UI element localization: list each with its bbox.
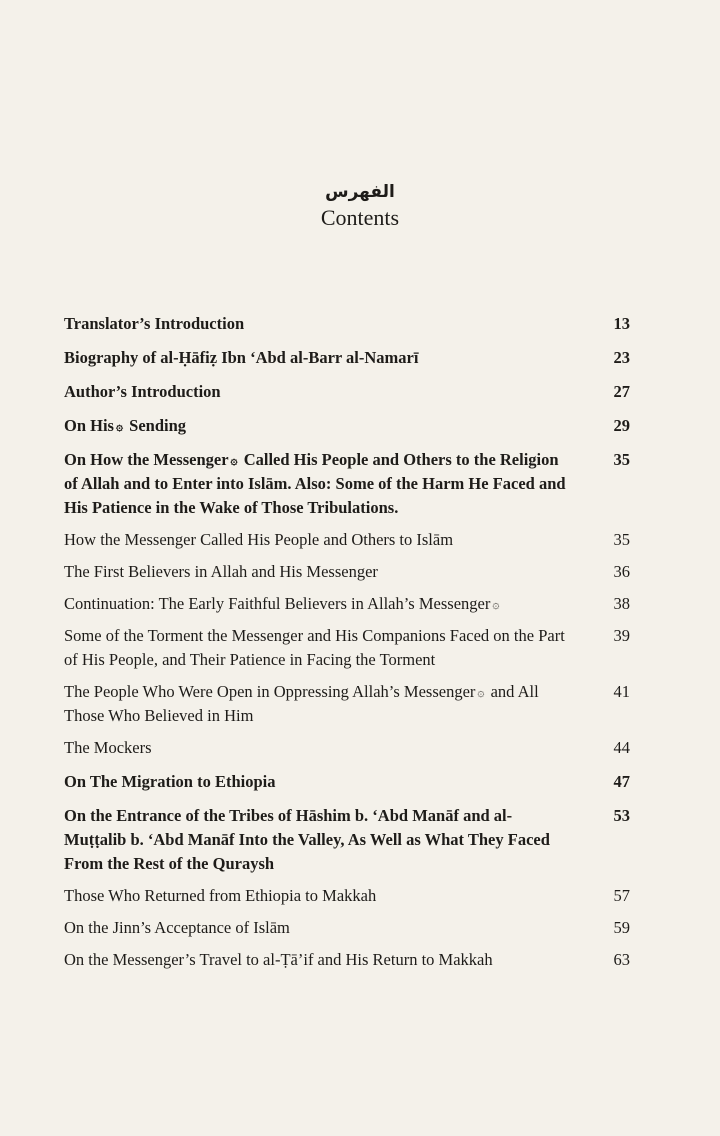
- toc-entry-title: [64, 346, 574, 370]
- toc-entry-text: On the Messenger’s Travel to al-Ṭā’if and His Return to Makkah: [64, 950, 493, 969]
- toc-entry: [64, 448, 630, 520]
- toc-entry-text: How the Messenger Called His People and Others to Islām: [64, 530, 454, 549]
- toc-entry-title: [64, 736, 574, 760]
- toc-entry-title: [64, 592, 574, 616]
- toc-entry-title: [64, 916, 574, 940]
- toc-entry-text: Sending: [125, 416, 187, 435]
- toc-entry-title: [64, 380, 574, 404]
- toc-entry: [64, 380, 630, 404]
- toc-page-number: 47: [613, 772, 630, 791]
- toc-entry-title: [64, 312, 574, 336]
- toc-page-number: 29: [613, 416, 630, 435]
- toc-page-number: 63: [613, 950, 630, 969]
- toc-page-number: 41: [613, 682, 630, 701]
- toc-entry-text: Some of the Torment the Messenger and His Companions Faced on the Part of His People, and Their Patience in Facing the Torment: [64, 626, 565, 669]
- toc-page-number: 38: [613, 594, 630, 613]
- toc-entry-text: On How the Messenger: [64, 450, 229, 469]
- toc-entry-text: Author’s Introduction: [64, 382, 221, 401]
- toc-entry: [64, 916, 630, 940]
- toc-entry: [64, 804, 630, 876]
- toc-entry-text: On the Jinn’s Acceptance of Islām: [64, 918, 290, 937]
- toc-entry: [64, 624, 630, 672]
- toc-page-number: 13: [613, 314, 630, 333]
- toc-entry-text: The Mockers: [64, 738, 152, 757]
- toc-entry: [64, 346, 630, 370]
- toc-entry: [64, 948, 630, 972]
- toc-entry-text: Those Who Returned from Ethiopia to Makkah: [64, 886, 377, 905]
- toc-entry-text: Biography of al-Ḥāfiẓ Ibn ‘Abd al-Barr al-Namarī: [64, 348, 419, 367]
- toc-entry-text: The First Believers in Allah and His Messenger: [64, 562, 378, 581]
- toc-entry-text: On The Migration to Ethiopia: [64, 772, 276, 791]
- toc-page-number: 57: [613, 886, 630, 905]
- toc-entry: [64, 884, 630, 908]
- salutation-seal-icon: ۞: [492, 597, 500, 611]
- toc-page-number: 39: [613, 626, 630, 645]
- toc-entry-title: [64, 884, 574, 908]
- page-title: Contents: [320, 205, 400, 230]
- toc-entry: [64, 736, 630, 760]
- toc-entry: [64, 312, 630, 336]
- toc-entry: [64, 680, 630, 728]
- toc-entry-title: [64, 624, 574, 672]
- toc-entry: [64, 592, 630, 616]
- toc-entry-text: The People Who Were Open in Oppressing Allah’s Messenger: [64, 682, 476, 701]
- toc-entry-text: Called His People and Others to the Religion of Allah and to Enter into Islām. Also: Some of the Harm He Faced and His Patience in the Wake of Those Tribulations.: [64, 450, 566, 517]
- toc-page-number: 59: [613, 918, 630, 937]
- toc-page-number: 44: [613, 738, 630, 757]
- toc-entry-text: and All Those Who Believed in Him: [64, 682, 539, 725]
- toc-entry-text: Continuation: The Early Faithful Believers in Allah’s Messenger: [64, 594, 491, 613]
- toc-entry-title: [64, 448, 574, 520]
- arabic-title: الفهرس: [325, 182, 395, 202]
- toc-page-number: 53: [613, 806, 630, 825]
- toc-page-number: 36: [613, 562, 630, 581]
- toc-entry-text: On His: [64, 416, 114, 435]
- toc-entry-title: [64, 414, 574, 438]
- toc-entry-text: Translator’s Introduction: [64, 314, 245, 333]
- toc-page-number: 35: [613, 530, 630, 549]
- toc-entry-title: [64, 560, 574, 584]
- toc-entry: [64, 414, 630, 438]
- salutation-seal-icon: ۞: [115, 419, 124, 433]
- toc-entry-title: [64, 770, 574, 794]
- salutation-seal-icon: ۞: [477, 685, 485, 699]
- toc-entry-title: [64, 680, 574, 728]
- toc-entry: [64, 560, 630, 584]
- toc-entry: [64, 770, 630, 794]
- toc-entry-text: On the Entrance of the Tribes of Hāshim b. ‘Abd Manāf and al-Muṭṭalib b. ‘Abd Manāf Into the Valley, As Well as What They Faced From the Rest of the Quraysh: [64, 806, 550, 873]
- toc-entry-title: [64, 528, 574, 552]
- toc-entry: [64, 528, 630, 552]
- toc-entry-title: [64, 948, 574, 972]
- toc-page-number: 35: [613, 450, 630, 469]
- toc-entry-title: [64, 804, 574, 876]
- salutation-seal-icon: ۞: [230, 453, 238, 467]
- toc-page-number: 27: [613, 382, 630, 401]
- toc-page-number: 23: [613, 348, 630, 367]
- table-of-contents: [64, 312, 630, 972]
